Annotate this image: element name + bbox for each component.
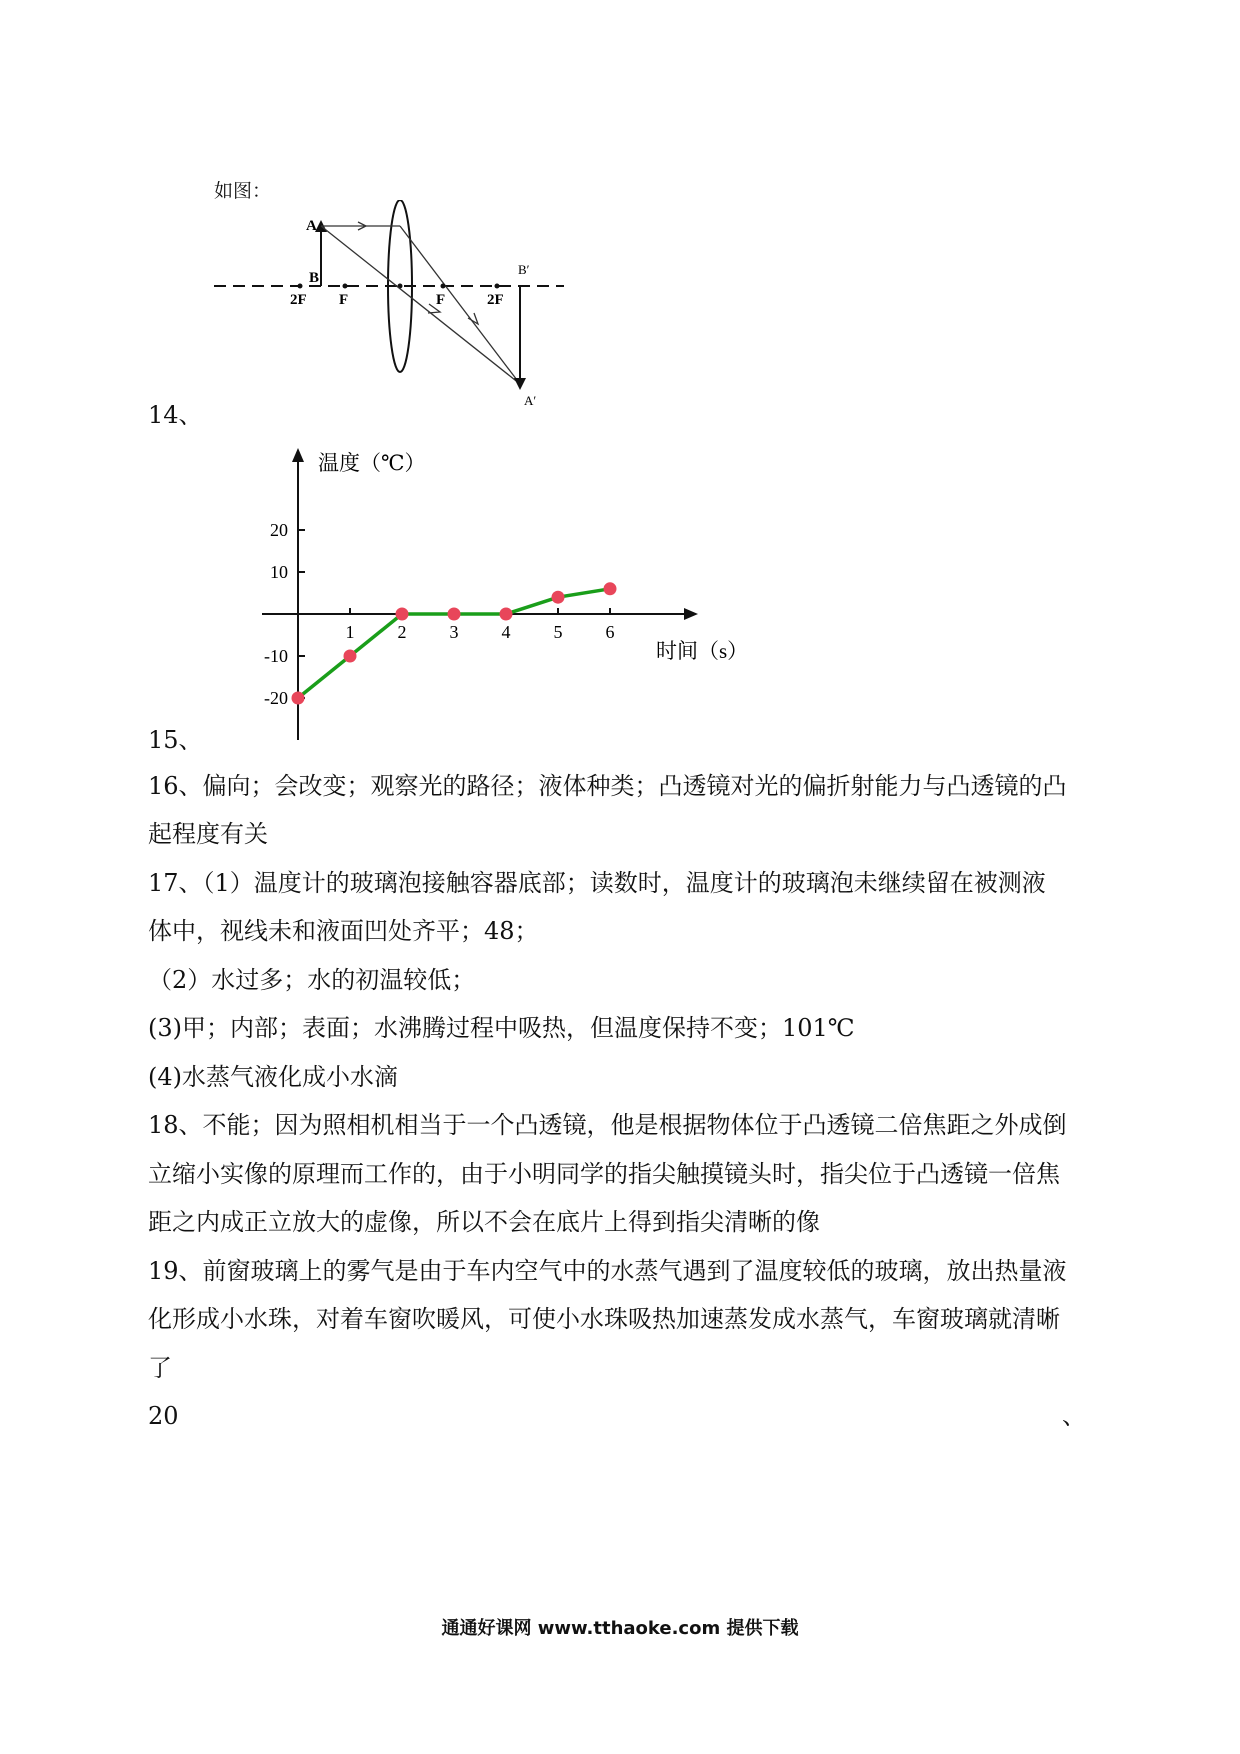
answer-19-line-3: 了: [148, 1354, 172, 1382]
chart-data-point: [344, 650, 357, 663]
answer-17-line-1: 17、（1）温度计的玻璃泡接触容器底部；读数时，温度计的玻璃泡未继续留在被测液: [148, 869, 1046, 897]
chart-y-axis-label: 温度（℃）: [318, 451, 426, 475]
chart-series-line: [298, 589, 610, 698]
chart-data-point: [552, 591, 565, 604]
label-b: B: [309, 270, 320, 286]
chart-data-point: [500, 608, 513, 621]
chart-x-tick-label: 2: [397, 622, 407, 642]
chart-x-tick-label: 6: [605, 622, 615, 642]
chart-y-axis-arrow: [292, 448, 304, 462]
chart-data-point: [604, 582, 617, 595]
chart-x-tick-label: 4: [501, 622, 511, 642]
chart-data-point: [396, 608, 409, 621]
chart-y-tick-label: -10: [264, 646, 288, 666]
point-2f-right: [495, 284, 500, 289]
chart-data-point: [292, 692, 305, 705]
label-a-prime: A′: [524, 393, 537, 408]
image-arrowhead: [514, 378, 526, 390]
chart-x-axis-arrow: [684, 608, 698, 620]
point-2f-left: [298, 284, 303, 289]
label-f-right: F: [436, 292, 446, 308]
chart-y-tick-label: -20: [264, 688, 288, 708]
answer-19-line-2: 化形成小水珠，对着车窗吹暖风，可使小水珠吸热加速蒸发成水蒸气，车窗玻璃就清晰: [148, 1305, 1060, 1333]
chart-x-tick-label: 5: [553, 622, 563, 642]
answer-17-line-3: （2）水过多；水的初温较低；: [148, 966, 476, 994]
label-a: A: [306, 218, 317, 234]
question-15-number: 15、: [148, 726, 203, 754]
answer-18-line-1: 18、不能；因为照相机相当于一个凸透镜，他是根据物体位于凸透镜二倍焦距之外成倒: [148, 1111, 1067, 1139]
answer-16-line-2: 起程度有关: [148, 820, 268, 848]
point-f-left: [343, 284, 348, 289]
label-2f-left: 2F: [290, 292, 307, 308]
label-2f-right: 2F: [487, 292, 504, 308]
question-20-number: 20: [148, 1402, 179, 1430]
label-b-prime: B′: [518, 262, 530, 277]
label-f-left: F: [339, 292, 349, 308]
footer-source: 通通好课网 www.tthaoke.com 提供下载: [441, 1618, 799, 1639]
answer-17-line-4: (3)甲；内部；表面；水沸腾过程中吸热，但温度保持不变；101℃: [148, 1014, 855, 1042]
question-20-mark: 、: [1062, 1402, 1086, 1430]
chart-x-axis-label: 时间（s）: [656, 639, 749, 663]
chart-data-point: [448, 608, 461, 621]
question-14-number: 14、: [148, 401, 203, 429]
lens-ray-diagram: [210, 200, 570, 415]
chart-x-tick-label: 3: [449, 622, 459, 642]
answer-18-line-2: 立缩小实像的原理而工作的，由于小明同学的指尖触摸镜头时，指尖位于凸透镜一倍焦: [148, 1160, 1060, 1188]
point-f-right: [441, 284, 446, 289]
answer-18-line-3: 距之内成正立放大的虚像，所以不会在底片上得到指尖清晰的像: [148, 1208, 820, 1236]
chart-y-tick-label: 10: [270, 562, 288, 582]
chart-x-tick-label: 1: [345, 622, 355, 642]
answer-19-line-1: 19、前窗玻璃上的雾气是由于车内空气中的水蒸气遇到了温度较低的玻璃，放出热量液: [148, 1257, 1067, 1285]
chart-y-tick-label: 20: [270, 520, 288, 540]
answer-16-line-1: 16、偏向；会改变；观察光的路径；液体种类；凸透镜对光的偏折射能力与凸透镜的凸: [148, 772, 1067, 800]
answer-17-line-5: (4)水蒸气液化成小水滴: [148, 1063, 398, 1091]
lens-diagram-caption: 如图：: [214, 180, 272, 202]
temperature-time-chart: [240, 440, 780, 750]
answer-17-line-2: 体中，视线未和液面凹处齐平；48；: [148, 917, 539, 945]
